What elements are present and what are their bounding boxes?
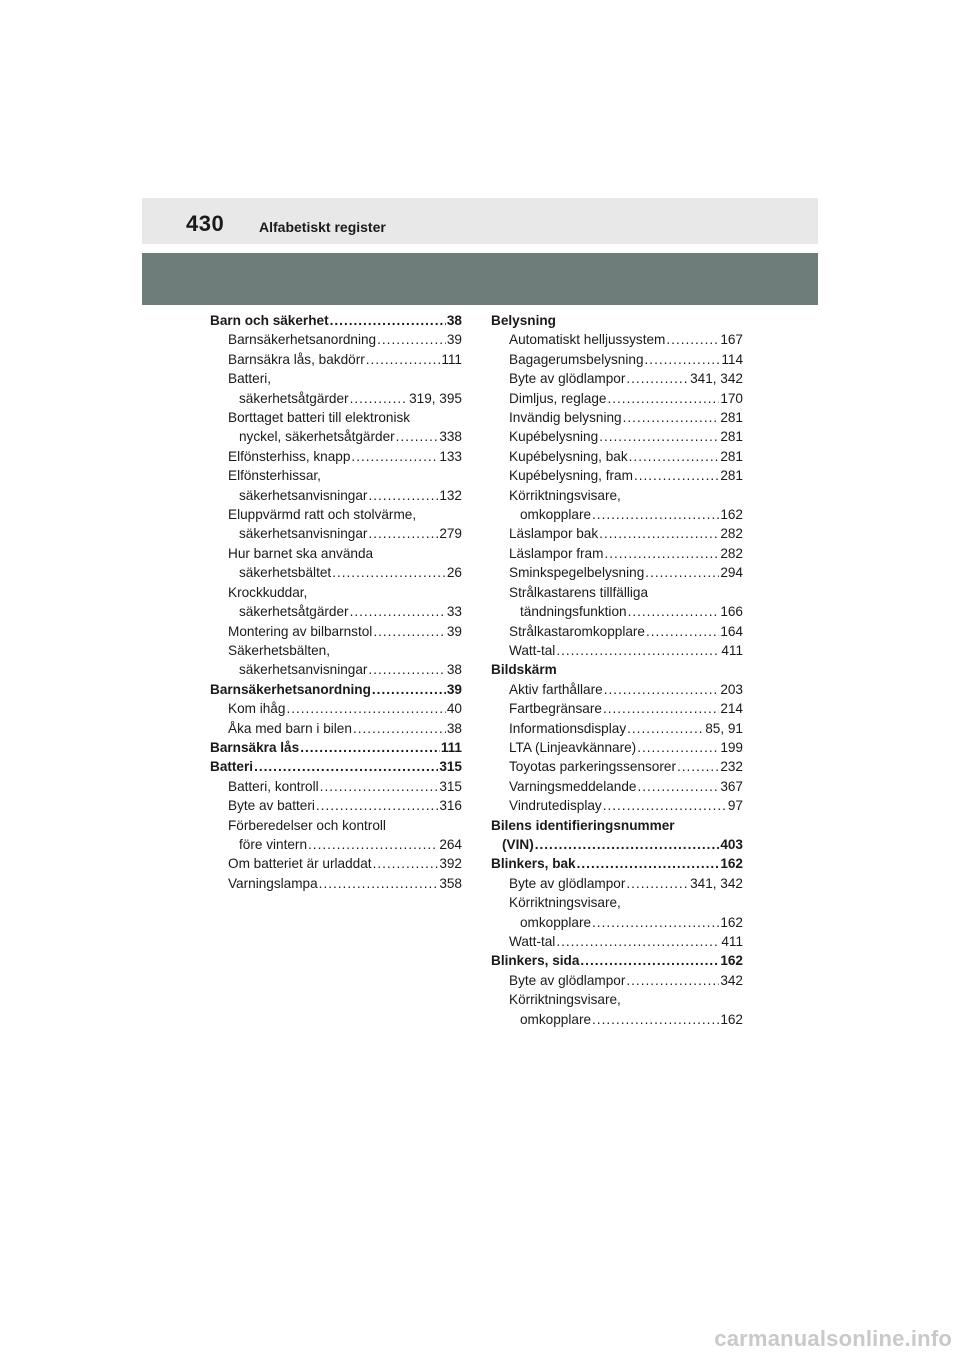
page-reference: 162 <box>720 953 743 969</box>
index-entry-line <box>228 816 462 835</box>
page-reference: 315 <box>439 778 462 794</box>
index-entry-line <box>491 311 743 330</box>
page-reference: 164 <box>720 623 743 639</box>
index-entry-label: Läslampor bak <box>509 526 599 542</box>
index-entry-line <box>509 796 743 815</box>
index-subentry <box>491 389 743 408</box>
index-entry-line <box>228 466 462 485</box>
index-entry-label: omkopplare <box>520 507 592 523</box>
index-entry-line <box>509 563 743 582</box>
index-entry-line <box>509 505 743 524</box>
index-entry-line <box>228 660 462 679</box>
dot-leader <box>626 874 689 893</box>
index-entry-label: säkerhetsbältet <box>239 565 332 581</box>
index-subentry <box>491 680 743 699</box>
page-reference: 316 <box>439 798 462 814</box>
index-subentry <box>210 408 462 447</box>
page-reference: 411 <box>721 642 743 658</box>
page-reference: 281 <box>720 429 743 445</box>
index-entry-label: Kupébelysning <box>509 429 599 445</box>
index-subentry <box>210 505 462 544</box>
index-entry-label: Bildskärm <box>491 662 557 678</box>
index-subentry <box>210 447 462 466</box>
index-entry-label: Toyotas parkeringssensorer <box>509 759 676 775</box>
dot-leader <box>350 602 446 621</box>
section-title: Alfabetiskt register <box>259 219 386 235</box>
dot-leader <box>535 835 720 854</box>
page-reference: 338 <box>439 429 462 445</box>
page-reference: 38 <box>446 313 462 328</box>
index-entry-line <box>228 389 462 408</box>
index-subentry <box>491 563 743 582</box>
index-entry-label: Om batteriet är urladdat <box>228 856 372 872</box>
index-entry-label: Sminkspegelbelysning <box>509 565 645 581</box>
index-entry-label: Bagagerumsbelysning <box>509 351 644 367</box>
index-entry-line <box>228 854 462 873</box>
index-entry-line <box>509 447 743 466</box>
index-subentry <box>491 719 743 738</box>
index-entry-line <box>509 738 743 757</box>
dot-leader <box>603 699 719 718</box>
index-subentry <box>491 466 743 485</box>
dot-leader <box>368 524 438 543</box>
index-entry-label: Elfönsterhiss, knapp <box>228 448 351 464</box>
index-subentry <box>491 932 743 951</box>
index-entry-label: Dimljus, reglage <box>509 390 607 406</box>
index-heading <box>210 738 462 757</box>
index-subentry <box>210 796 462 815</box>
index-entry-label: omkopplare <box>520 914 592 930</box>
index-entry-label: Batteri <box>210 759 254 775</box>
index-entry-label: Säkerhetsbälten, <box>228 642 331 658</box>
page-reference: 167 <box>720 332 743 348</box>
dot-leader <box>300 738 440 757</box>
index-entry-label: säkerhetsåtgärder <box>239 604 349 620</box>
dot-leader <box>626 369 689 388</box>
dot-leader <box>308 835 438 854</box>
dot-leader <box>373 854 439 873</box>
index-entry-line <box>509 408 743 427</box>
index-entry-line <box>228 796 462 815</box>
index-entry-label: säkerhetsanvisningar <box>239 487 368 503</box>
page-reference: 166 <box>720 604 743 620</box>
index-subentry <box>491 738 743 757</box>
page-reference: 358 <box>439 875 462 891</box>
dot-leader <box>377 330 446 349</box>
index-entry-line <box>491 660 743 679</box>
index-subentry <box>210 369 462 408</box>
index-entry-line <box>228 505 462 524</box>
dot-leader <box>286 699 445 718</box>
index-entry-line <box>228 622 462 641</box>
dot-leader <box>629 447 720 466</box>
index-entry-line <box>228 699 462 718</box>
index-entry-label: Körriktningsvisare, <box>509 992 621 1008</box>
index-subentry <box>210 854 462 873</box>
dot-leader <box>254 757 438 776</box>
index-heading <box>210 311 462 330</box>
dot-leader <box>350 389 409 408</box>
page-number: 430 <box>186 211 225 236</box>
dot-leader <box>623 408 720 427</box>
index-entry-label: Blinkers, bak <box>491 856 576 872</box>
index-subentry <box>491 330 743 349</box>
page-reference: 367 <box>720 778 743 794</box>
index-entry-line <box>491 951 743 970</box>
index-entry-line <box>509 369 743 388</box>
index-subentry <box>491 427 743 446</box>
index-entry-line <box>509 680 743 699</box>
page-reference: 162 <box>720 1011 743 1027</box>
page-reference: 26 <box>446 565 462 581</box>
index-entry-label: Bilens identifieringsnummer <box>491 817 675 833</box>
index-entry-label: Kupébelysning, fram <box>509 468 633 484</box>
index-subentry <box>491 641 743 660</box>
index-entry-line <box>509 971 743 990</box>
index-subentry <box>210 699 462 718</box>
index-entry-line <box>509 932 743 951</box>
index-entry-label: Montering av bilbarnstol <box>228 623 373 639</box>
page-reference: 315 <box>439 759 462 775</box>
index-entry-label: Byte av glödlampor <box>509 875 626 891</box>
page-reference: 162 <box>720 507 743 523</box>
page-reference: 203 <box>720 681 743 697</box>
page-reference: 97 <box>727 798 743 814</box>
index-entry-line <box>509 719 743 738</box>
index-subentry <box>210 874 462 893</box>
index-subentry <box>210 622 462 641</box>
index-entry-label: Vindrutedisplay <box>509 798 602 814</box>
dot-leader <box>556 641 720 660</box>
index-entry-line <box>509 350 743 369</box>
index-entry-label: Kupébelysning, bak <box>509 448 628 464</box>
index-entry-label: Barnsäkerhetsanordning <box>210 681 371 697</box>
section-tab-band <box>142 253 818 305</box>
index-entry-line <box>509 699 743 718</box>
dot-leader <box>604 544 719 563</box>
index-entry-label: Förberedelser och kontroll <box>228 817 386 833</box>
page-reference: 40 <box>446 701 462 717</box>
page-reference: 282 <box>720 545 743 561</box>
index-subentry <box>491 408 743 427</box>
index-entry-line <box>228 330 462 349</box>
index-subentry <box>210 466 462 505</box>
page-reference: 132 <box>439 487 462 503</box>
dot-leader <box>396 427 439 446</box>
index-entry-label: (VIN) <box>502 836 534 852</box>
index-entry-line <box>509 1010 743 1029</box>
dot-leader <box>580 951 719 970</box>
dot-leader <box>368 660 445 679</box>
index-entry-label: Barnsäkra lås, bakdörr <box>228 351 365 367</box>
index-entry-label: Byte av batteri <box>228 798 315 814</box>
index-entry-label: Strålkastaromkopplare <box>509 623 645 639</box>
index-subentry <box>491 447 743 466</box>
dot-leader <box>372 680 446 699</box>
page-reference: 199 <box>720 739 743 755</box>
dot-leader <box>556 932 720 951</box>
dot-leader <box>645 350 721 369</box>
index-entry-line <box>210 680 462 699</box>
index-entry-label: Watt-tal <box>509 934 556 949</box>
index-entry-label: Körriktningsvisare, <box>509 895 621 911</box>
index-entry-label: Barnsäkerhetsanordning <box>228 332 377 348</box>
index-entry-label: tändningsfunktion <box>520 604 627 620</box>
index-entry-line <box>509 893 743 912</box>
index-entry-line <box>228 524 462 543</box>
dot-leader <box>646 622 719 641</box>
page-reference: 39 <box>446 332 462 348</box>
index-entry-line <box>210 311 462 330</box>
page-reference: 38 <box>446 662 462 678</box>
dot-leader <box>637 777 719 796</box>
index-subentry <box>491 777 743 796</box>
page-reference: 232 <box>720 759 743 775</box>
dot-leader <box>607 389 719 408</box>
dot-leader <box>353 719 446 738</box>
index-subentry <box>491 893 743 932</box>
index-subentry <box>210 544 462 583</box>
dot-leader <box>634 466 719 485</box>
index-entry-line <box>509 427 743 446</box>
index-subentry <box>491 486 743 525</box>
index-entry-label: LTA (Linjeavkännare) <box>509 739 637 755</box>
index-entry-label: Aktiv farthållare <box>509 681 603 697</box>
page-reference: 39 <box>446 681 462 697</box>
dot-leader <box>320 777 439 796</box>
index-entry-line <box>509 389 743 408</box>
index-heading <box>491 660 743 679</box>
dot-leader <box>366 350 441 369</box>
page-reference: 38 <box>446 720 462 736</box>
page-reference: 411 <box>721 934 743 949</box>
page-reference: 281 <box>720 448 743 464</box>
header-band <box>142 198 818 244</box>
index-subentry <box>491 699 743 718</box>
index-entry-line <box>228 427 462 446</box>
page-reference: 341, 342 <box>690 371 743 387</box>
dot-leader <box>577 854 720 873</box>
index-entry-line <box>509 757 743 776</box>
index-entry-label: Blinkers, sida <box>491 953 580 969</box>
index-entry-line <box>228 408 462 427</box>
index-entry-line <box>509 602 743 621</box>
index-entry-label: före vintern <box>239 836 308 852</box>
index-subentry <box>491 524 743 543</box>
index-entry-line <box>228 486 462 505</box>
index-entry-label: omkopplare <box>520 1011 592 1027</box>
index-subentry <box>210 719 462 738</box>
index-entry-line <box>228 350 462 369</box>
index-entry-label: Byte av glödlampor <box>509 972 626 988</box>
dot-leader <box>645 563 719 582</box>
dot-leader <box>351 447 438 466</box>
index-entry-label: Läslampor fram <box>509 545 604 561</box>
index-entry-line <box>509 777 743 796</box>
index-entry-label: Watt-tal <box>509 642 556 658</box>
dot-leader <box>603 796 727 815</box>
index-entry-line <box>509 486 743 505</box>
index-subentry <box>210 330 462 349</box>
index-entry-label: Fartbegränsare <box>509 701 602 717</box>
dot-leader <box>332 563 446 582</box>
index-heading <box>491 951 743 970</box>
index-entry-label: Hur barnet ska använda <box>228 545 374 561</box>
index-entry-line <box>210 738 462 757</box>
dot-leader <box>373 622 446 641</box>
index-entry-label: Informationsdisplay <box>509 720 627 736</box>
index-subentry <box>491 583 743 622</box>
index-entry-label: Batteri, <box>228 371 272 387</box>
index-entry-line <box>509 544 743 563</box>
page-reference: 403 <box>720 836 743 852</box>
page-reference: 279 <box>439 526 462 542</box>
page-reference: 111 <box>441 351 462 367</box>
dot-leader <box>604 680 720 699</box>
index-entry-label: Belysning <box>491 313 556 328</box>
index-entry-label: Strålkastarens tillfälliga <box>509 584 649 600</box>
index-entry-label: Krockkuddar, <box>228 584 308 600</box>
index-column-left <box>210 311 462 893</box>
index-entry-line <box>509 641 743 660</box>
index-entry-label: Automatiskt helljussystem <box>509 332 666 348</box>
page-reference: 133 <box>439 448 462 464</box>
index-subentry <box>210 816 462 855</box>
page-reference: 111 <box>440 739 462 755</box>
index-entry-line <box>228 563 462 582</box>
index-entry-line <box>228 719 462 738</box>
watermark: carmanualsonline.info <box>714 1326 952 1351</box>
dot-leader <box>368 486 438 505</box>
index-entry-label: Elfönsterhissar, <box>228 468 321 484</box>
index-entry-line <box>509 466 743 485</box>
index-heading <box>491 854 743 873</box>
index-entry-label: Invändig belysning <box>509 410 622 426</box>
index-entry-label: Eluppvärmd ratt och stolvärme, <box>228 507 417 523</box>
index-entry-line <box>491 854 743 873</box>
index-subentry <box>491 796 743 815</box>
index-entry-line <box>509 874 743 893</box>
index-entry-label: Barnsäkra lås <box>210 739 300 755</box>
page-reference: 114 <box>721 351 743 367</box>
page-reference: 39 <box>446 623 462 639</box>
dot-leader <box>599 524 719 543</box>
index-entry-line <box>509 583 743 602</box>
dot-leader <box>316 796 438 815</box>
index-entry-line <box>210 757 462 776</box>
index-entry-line <box>509 990 743 1009</box>
index-subentry <box>491 990 743 1029</box>
index-entry-line <box>228 602 462 621</box>
index-heading <box>210 757 462 776</box>
index-entry-label: Kom ihåg <box>228 701 286 717</box>
index-entry-label: Borttaget batteri till elektronisk <box>228 410 411 426</box>
index-entry-label: Varningslampa <box>228 875 318 891</box>
index-entry-line <box>491 835 743 854</box>
page-reference: 264 <box>439 836 462 852</box>
index-entry-line <box>228 369 462 388</box>
dot-leader <box>677 757 719 776</box>
index-heading <box>491 816 743 855</box>
dot-leader <box>627 719 704 738</box>
index-subentry <box>491 544 743 563</box>
index-entry-line <box>228 641 462 660</box>
index-entry-label: Byte av glödlampor <box>509 371 626 387</box>
index-subentry <box>491 350 743 369</box>
page-reference: 282 <box>720 526 743 542</box>
page-reference: 342 <box>720 972 743 988</box>
dot-leader <box>592 505 719 524</box>
index-entry-label: säkerhetsåtgärder <box>239 390 349 406</box>
index-entry-label: Körriktningsvisare, <box>509 487 621 503</box>
index-column-right <box>491 311 743 1029</box>
index-subentry <box>491 971 743 990</box>
index-entry-line <box>228 583 462 602</box>
index-entry-line <box>509 330 743 349</box>
dot-leader <box>319 874 439 893</box>
page-reference: 281 <box>720 410 743 426</box>
index-subentry <box>210 583 462 622</box>
dot-leader <box>626 971 719 990</box>
index-entry-label: säkerhetsanvisningar <box>239 526 368 542</box>
index-entry-line <box>228 835 462 854</box>
index-entry-line <box>509 913 743 932</box>
page-reference: 214 <box>720 701 743 717</box>
page-reference: 162 <box>720 856 743 872</box>
dot-leader <box>666 330 719 349</box>
page-reference: 33 <box>446 604 462 620</box>
index-heading <box>210 680 462 699</box>
index-entry-label: Barn och säkerhet <box>210 313 329 328</box>
page-reference: 392 <box>439 856 462 872</box>
page-reference: 294 <box>720 565 743 581</box>
index-heading <box>491 311 743 330</box>
index-entry-line <box>509 524 743 543</box>
index-subentry <box>210 641 462 680</box>
index-entry-line <box>228 544 462 563</box>
index-subentry <box>491 622 743 641</box>
index-subentry <box>491 874 743 893</box>
dot-leader <box>592 1010 719 1029</box>
index-subentry <box>210 777 462 796</box>
dot-leader <box>637 738 719 757</box>
page-reference: 281 <box>720 468 743 484</box>
dot-leader <box>599 427 719 446</box>
index-entry-label: Batteri, kontroll <box>228 778 319 794</box>
dot-leader <box>628 602 720 621</box>
page-reference: 319, 395 <box>409 390 462 406</box>
page-reference: 341, 342 <box>690 875 743 891</box>
index-subentry <box>491 369 743 388</box>
dot-leader <box>592 913 719 932</box>
index-entry-label: säkerhetsanvisningar <box>239 662 368 678</box>
index-entry-line <box>228 777 462 796</box>
index-entry-label: Åka med barn i bilen <box>228 720 352 736</box>
index-entry-line <box>509 622 743 641</box>
dot-leader <box>330 311 446 330</box>
page-reference: 85, 91 <box>705 720 743 736</box>
index-subentry <box>491 757 743 776</box>
page-reference: 170 <box>720 390 743 406</box>
page-reference: 162 <box>720 914 743 930</box>
index-subentry <box>210 350 462 369</box>
index-entry-line <box>491 816 743 835</box>
index-entry-line <box>228 874 462 893</box>
index-entry-label: nyckel, säkerhetsåtgärder <box>239 429 395 445</box>
index-entry-label: Varningsmeddelande <box>509 778 637 794</box>
index-entry-line <box>228 447 462 466</box>
